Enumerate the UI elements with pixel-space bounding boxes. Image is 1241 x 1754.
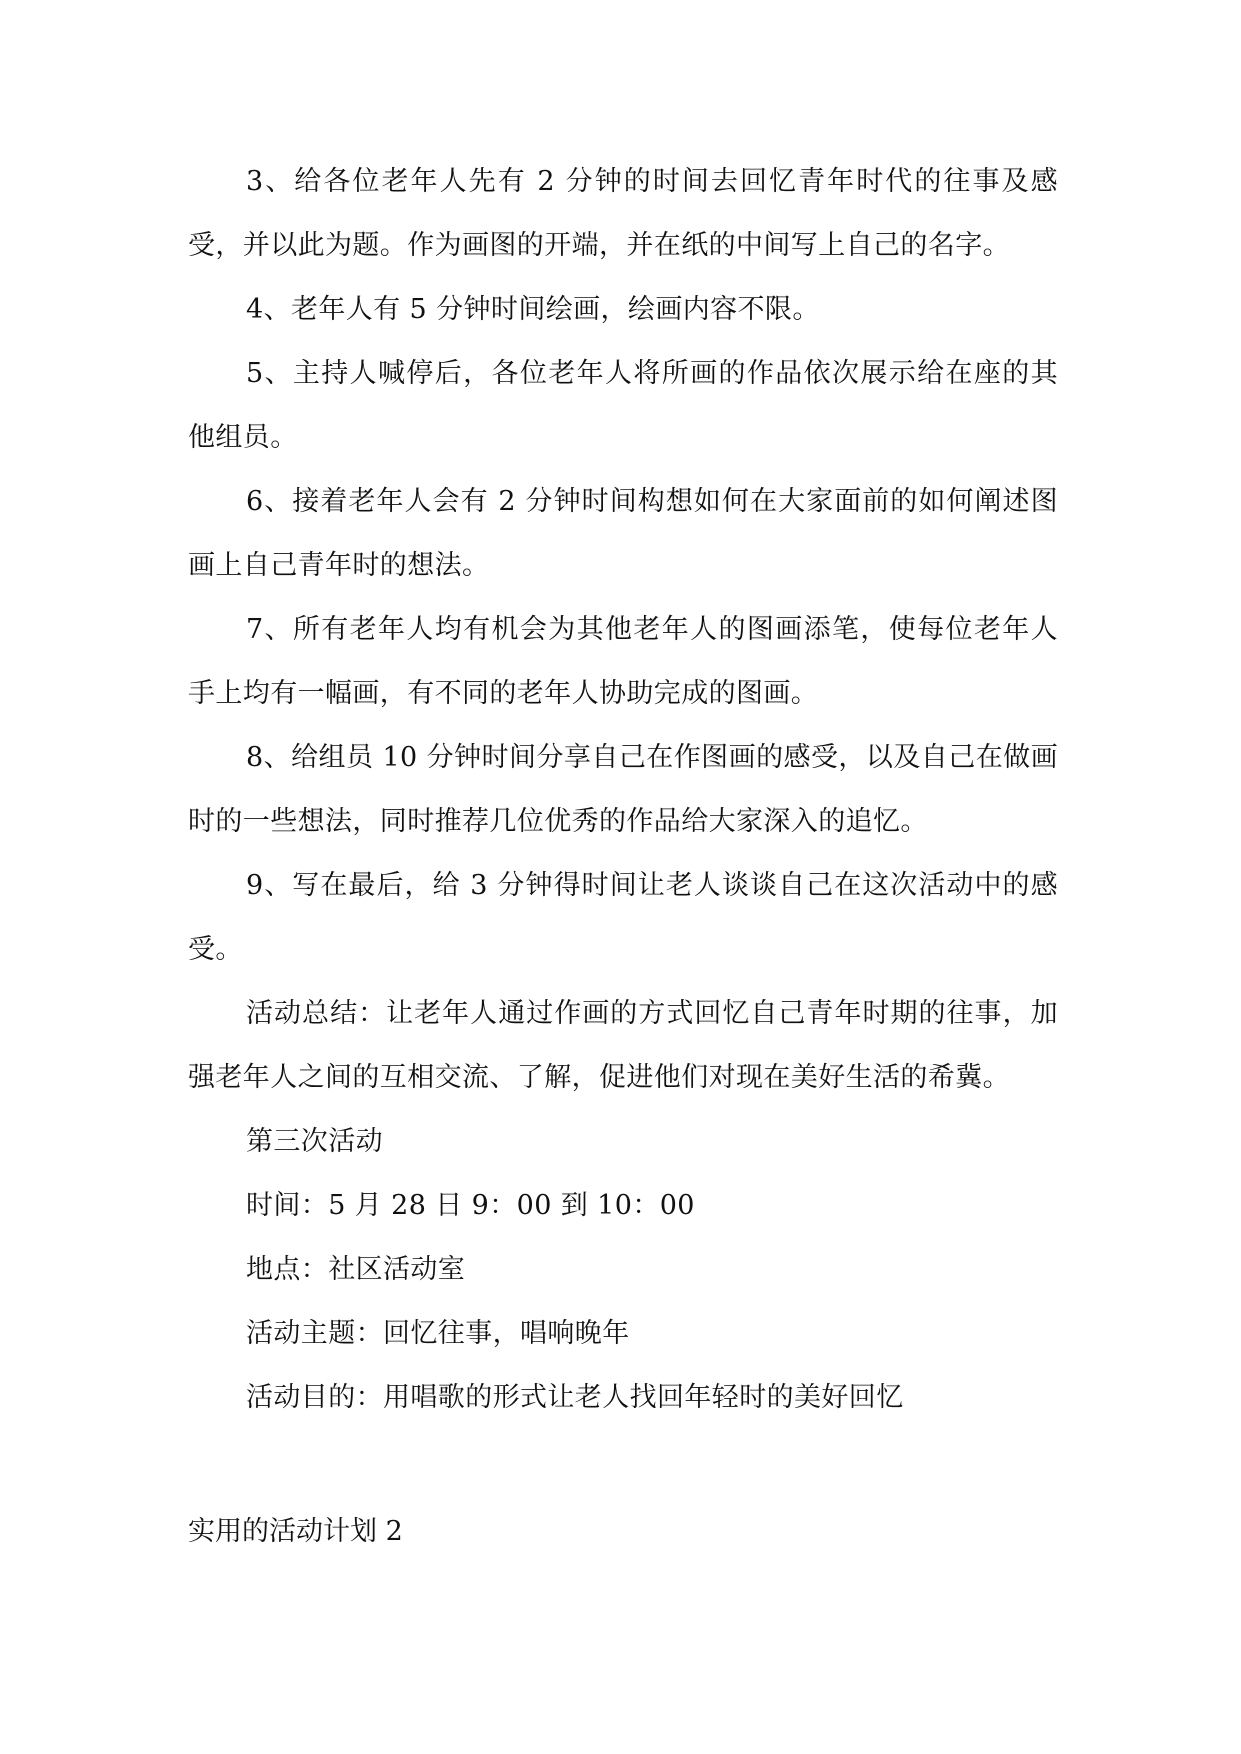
- step-3-paragraph: 3、给各位老年人先有 2 分钟的时间去回忆青年时代的往事及感受，并以此为题。作为画图的开端，并在纸的中间写上自己的名字。: [188, 166, 1058, 261]
- third-activity-heading: 第三次活动: [246, 1126, 383, 1157]
- document-body: [188, 150, 1058, 1430]
- section-title: 实用的活动计划 2: [188, 1516, 403, 1547]
- step-7-paragraph: 7、所有老年人均有机会为其他老年人的图画添笔，使每位老年人手上均有一幅画，有不同的老年人协助完成的图画。: [188, 614, 1058, 709]
- activity-location: 地点：社区活动室: [246, 1254, 466, 1285]
- step-8-paragraph: 8、给组员 10 分钟时间分享自己在作图画的感受，以及自己在做画时的一些想法，同时推荐几位优秀的作品给大家深入的追忆。: [188, 742, 1058, 837]
- step-5-paragraph: 5、主持人喊停后，各位老年人将所画的作品依次展示给在座的其他组员。: [188, 358, 1058, 453]
- activity-summary: 活动总结：让老年人通过作画的方式回忆自己青年时期的往事，加强老年人之间的互相交流、了解，促进他们对现在美好生活的希冀。: [188, 998, 1058, 1093]
- activity-purpose: 活动目的：用唱歌的形式让老人找回年轻时的美好回忆: [246, 1382, 904, 1413]
- step-6-paragraph: 6、接着老年人会有 2 分钟时间构想如何在大家面前的如何阐述图画上自己青年时的想法。: [188, 486, 1058, 581]
- activity-theme: 活动主题：回忆往事，唱响晚年: [246, 1318, 630, 1349]
- step-4-paragraph: 4、老年人有 5 分钟时间绘画，绘画内容不限。: [246, 294, 820, 325]
- step-9-paragraph: 9、写在最后，给 3 分钟得时间让老人谈谈自己在这次活动中的感受。: [188, 870, 1058, 965]
- activity-time: 时间：5 月 28 日 9：00 到 10：00: [246, 1190, 695, 1221]
